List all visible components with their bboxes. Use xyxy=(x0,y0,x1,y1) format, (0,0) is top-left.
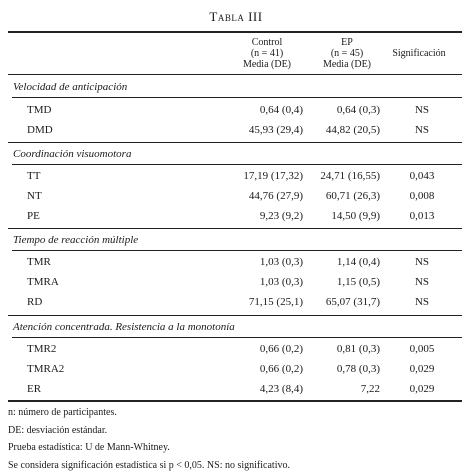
ep-value: 60,71 (26,3) xyxy=(300,190,380,202)
header-ep-name: EP xyxy=(312,37,382,48)
table-row xyxy=(0,104,472,120)
section-rule xyxy=(12,250,462,251)
control-value: 44,76 (27,9) xyxy=(210,190,303,202)
note-line: Prueba estadística: U de Mann-Whitney. xyxy=(8,439,290,457)
header-control-stat: Media (DE) xyxy=(232,59,302,70)
significance-value: NS xyxy=(382,256,462,268)
ep-value: 1,14 (0,4) xyxy=(300,256,380,268)
significance-value: NS xyxy=(382,104,462,116)
ep-value: 1,15 (0,5) xyxy=(300,276,380,288)
row-label: DMD xyxy=(27,124,53,136)
table-row xyxy=(0,124,472,140)
control-value: 71,15 (25,1) xyxy=(210,296,303,308)
control-value: 1,03 (0,3) xyxy=(210,256,303,268)
significance-value: 0,029 xyxy=(382,363,462,375)
table-notes xyxy=(8,404,290,474)
row-label: RD xyxy=(27,296,42,308)
section-divider xyxy=(8,228,462,229)
control-value: 0,66 (0,2) xyxy=(210,363,303,375)
table-row xyxy=(0,343,472,359)
row-label: TT xyxy=(27,170,40,182)
note-line: n: número de participantes. xyxy=(8,404,290,422)
significance-value: 0,029 xyxy=(382,383,462,395)
ep-value: 14,50 (9,9) xyxy=(300,210,380,222)
row-label: PE xyxy=(27,210,40,222)
significance-value: 0,008 xyxy=(382,190,462,202)
ep-value: 65,07 (31,7) xyxy=(300,296,380,308)
table-row xyxy=(0,210,472,226)
significance-value: NS xyxy=(382,296,462,308)
table-row xyxy=(0,170,472,186)
control-value: 45,93 (29,4) xyxy=(210,124,303,136)
section-title: Tiempo de reacción múltiple xyxy=(13,234,138,246)
section-rule xyxy=(12,337,462,338)
control-value: 9,23 (9,2) xyxy=(210,210,303,222)
note-line: Se considera significación estadística si p < 0,05. NS: no significativo. xyxy=(8,457,290,474)
control-value: 0,64 (0,4) xyxy=(210,104,303,116)
row-label: ER xyxy=(27,383,41,395)
table-row xyxy=(0,276,472,292)
control-value: 4,23 (8,4) xyxy=(210,383,303,395)
header-control-n: (n = 41) xyxy=(232,48,302,59)
significance-value: 0,013 xyxy=(382,210,462,222)
table-title xyxy=(0,9,472,25)
header-rule xyxy=(8,74,462,75)
control-value: 0,66 (0,2) xyxy=(210,343,303,355)
ep-value: 24,71 (16,55) xyxy=(300,170,380,182)
ep-value: 0,64 (0,3) xyxy=(300,104,380,116)
row-label: TMRA2 xyxy=(27,363,64,375)
section-title: Coordinación visuomotora xyxy=(13,148,131,160)
significance-value: 0,043 xyxy=(382,170,462,182)
section-divider xyxy=(8,315,462,316)
row-label: TMRA xyxy=(27,276,59,288)
ep-value: 7,22 xyxy=(300,383,380,395)
top-rule xyxy=(8,31,462,33)
header-significance: Significación xyxy=(378,48,460,59)
table-row xyxy=(0,363,472,379)
table-title-text: Tabla III xyxy=(209,9,262,24)
ep-value: 44,82 (20,5) xyxy=(300,124,380,136)
row-label: TMR2 xyxy=(27,343,56,355)
section-rule xyxy=(12,97,462,98)
section-rule xyxy=(12,164,462,165)
header-control-name: Control xyxy=(232,37,302,48)
control-value: 17,19 (17,32) xyxy=(210,170,303,182)
table-row xyxy=(0,383,472,399)
table-row xyxy=(0,296,472,312)
ep-value: 0,78 (0,3) xyxy=(300,363,380,375)
header-ep-stat: Media (DE) xyxy=(312,59,382,70)
table-row xyxy=(0,190,472,206)
bottom-rule xyxy=(8,400,462,402)
section-title: Velocidad de anticipación xyxy=(13,81,127,93)
table-row xyxy=(0,256,472,272)
ep-value: 0,81 (0,3) xyxy=(300,343,380,355)
header-ep xyxy=(312,37,382,70)
row-label: NT xyxy=(27,190,42,202)
significance-value: 0,005 xyxy=(382,343,462,355)
section-divider xyxy=(8,142,462,143)
header-ep-n: (n = 45) xyxy=(312,48,382,59)
control-value: 1,03 (0,3) xyxy=(210,276,303,288)
significance-value: NS xyxy=(382,124,462,136)
significance-value: NS xyxy=(382,276,462,288)
row-label: TMD xyxy=(27,104,51,116)
header-control xyxy=(232,37,302,70)
note-line: DE: desviación estándar. xyxy=(8,422,290,440)
section-title: Atención concentrada. Resistencia a la monotonía xyxy=(13,321,235,333)
row-label: TMR xyxy=(27,256,51,268)
